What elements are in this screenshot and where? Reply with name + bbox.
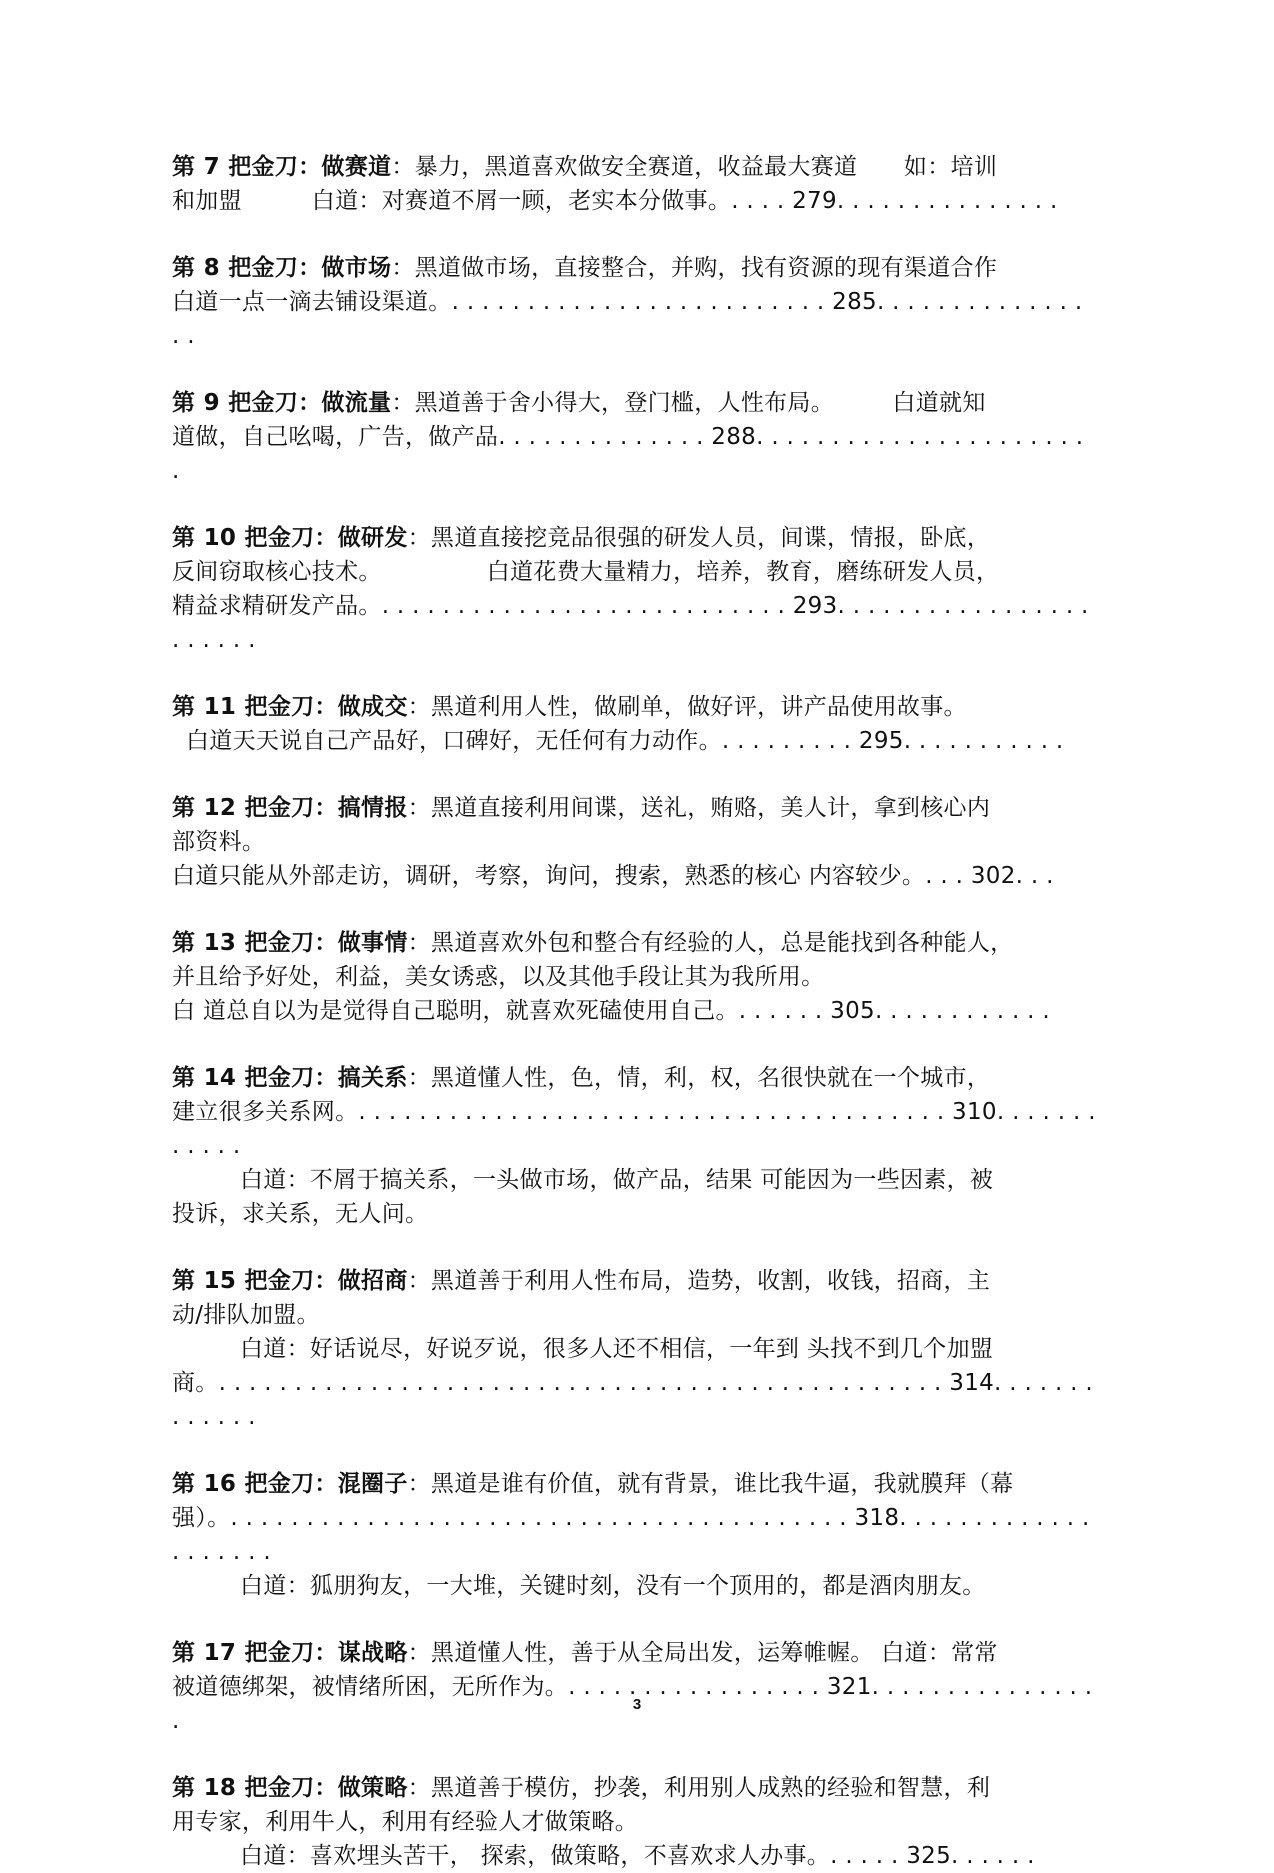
- entry-text: ：黑道善于模仿，抄袭，利用别人成熟的经验和智慧，利: [407, 1775, 991, 1801]
- entry-text: ：黑道直接挖竞品很强的研发人员，间谍，情报，卧底，: [407, 525, 991, 551]
- entry-text: 商。. . . . . . . . . . . . . . . . . . . . . . . . . . . . . . . . . . . . . . . . . . . . . . . . 314. . . . . . . . . . . . .: [172, 1370, 1094, 1430]
- toc-entry-18: [172, 1771, 1096, 1873]
- entry-label: 第 15 把金刀：做招商: [172, 1268, 408, 1294]
- entry-text: 白 道总自以为是觉得自己聪明，就喜欢死磕使用自己。. . . . . . 305. . . . . . . . . . . .: [172, 998, 1050, 1024]
- entry-label: 第 11 把金刀：做成交: [172, 694, 408, 720]
- toc-entry-9: [172, 386, 1096, 488]
- entry-label: 第 10 把金刀：做研发: [172, 525, 408, 551]
- entry-text: ：黑道懂人性，善于从全局出发，运筹帷幄。 白道：常常: [407, 1640, 998, 1666]
- entry-text: 白道一点一滴去铺设渠道。. . . . . . . . . . . . . . . . . . . . . . . . . 285. . . . . . . . . . . . . . . .: [172, 289, 1083, 349]
- entry-text: 被道德绑架，被情绪所困，无所作为。. . . . . . . . . . . . . . . . . 321. . . . . . . . . . . . . . . .: [172, 1674, 1093, 1734]
- entry-label: 第 13 把金刀：做事情: [172, 930, 408, 956]
- entry-text: 白道：狐朋狗友，一大堆，关键时刻，没有一个顶用的，都是酒肉朋友。: [240, 1573, 986, 1599]
- entry-text: 白道天天说自己产品好，口碑好，无任何有力动作。. . . . . . . . . 295. . . . . . . . . . .: [186, 728, 1064, 754]
- toc-entry-7: [172, 150, 1096, 218]
- entry-label: 第 7 把金刀：做赛道: [172, 154, 392, 180]
- entry-label: 第 8 把金刀：做市场: [172, 255, 392, 281]
- entry-text: ：黑道善于利用人性布局，造势，收割，收钱，招商，主: [407, 1268, 991, 1294]
- entry-text: ：暴力，黑道喜欢做安全赛道，收益最大赛道 如：培训: [391, 154, 998, 180]
- toc-entry-10: [172, 521, 1096, 657]
- entry-text: 道做，自己吆喝，广告，做产品. . . . . . . . . . . . . . 288. . . . . . . . . . . . . . . . . . . . . . .: [172, 424, 1084, 484]
- entry-text: ：黑道利用人性，做刷单，做好评，讲产品使用故事。: [407, 694, 967, 720]
- entry-text: 强）。. . . . . . . . . . . . . . . . . . . . . . . . . . . . . . . . . . . . . . . . . 318. . . . . . . . . . . . . . . . . . . .: [172, 1505, 1090, 1565]
- entry-text: 白道：好话说尽，好说歹说，很多人还不相信，一年到 头找不到几个加盟: [240, 1336, 994, 1362]
- toc-entry-8: [172, 251, 1096, 353]
- entry-text: ：黑道做市场，直接整合，并购，找有资源的现有渠道合作: [391, 255, 998, 281]
- entry-text: 用专家，利用牛人，利用有经验人才做策略。: [172, 1809, 638, 1835]
- entry-text: 精益求精研发产品。. . . . . . . . . . . . . . . . . . . . . . . . . . . 293. . . . . . . . . . . . . . . . . . . . . . .: [172, 593, 1089, 653]
- table-of-contents: [172, 150, 1096, 1873]
- entry-text: 动/排队加盟。: [172, 1302, 320, 1328]
- entry-text: ：黑道直接利用间谍，送礼，贿赂，美人计，拿到核心内: [407, 795, 991, 821]
- entry-text: 投诉，求关系，无人问。: [172, 1201, 429, 1227]
- entry-text: ：黑道是谁有价值，就有背景，谁比我牛逼，我就膜拜（幕: [407, 1471, 1014, 1497]
- page-number: 3: [632, 1696, 642, 1713]
- entry-label: 第 12 把金刀：搞情报: [172, 795, 408, 821]
- toc-entry-14: [172, 1061, 1096, 1231]
- entry-text: 白道只能从外部走访，调研，考察，询问，搜索，熟悉的核心 内容较少。. . . 302. . .: [172, 863, 1054, 889]
- entry-text: ：黑道喜欢外包和整合有经验的人，总是能找到各种能人，: [407, 930, 1014, 956]
- entry-label: 第 18 把金刀：做策略: [172, 1775, 408, 1801]
- entry-text: 和加盟 白道：对赛道不屑一顾，老实本分做事。. . . . 279. . . . . . . . . . . . . . .: [172, 188, 1058, 214]
- entry-text: 白道：不屑于搞关系，一头做市场，做产品，结果 可能因为一些因素，被: [240, 1167, 994, 1193]
- entry-text: ：黑道懂人性，色，情，利，权，名很快就在一个城市，: [407, 1065, 991, 1091]
- toc-entry-13: [172, 926, 1096, 1028]
- entry-text: 反间窃取核心技术。 白道花费大量精力，培养，教育，磨练研发人员，: [172, 559, 1000, 585]
- toc-entry-16: [172, 1467, 1096, 1603]
- entry-label: 第 9 把金刀：做流量: [172, 390, 392, 416]
- toc-entry-15: [172, 1264, 1096, 1434]
- toc-entry-11: [172, 690, 1096, 758]
- toc-entry-17: [172, 1636, 1096, 1738]
- entry-text: 白道：喜欢埋头苦干， 探索，做策略，不喜欢求人办事。. . . . . 325. . . . . .: [240, 1843, 1035, 1869]
- entry-label: 第 14 把金刀：搞关系: [172, 1065, 408, 1091]
- entry-text: 并且给予好处，利益，美女诱惑，以及其他手段让其为我所用。: [172, 964, 825, 990]
- entry-label: 第 16 把金刀：混圈子: [172, 1471, 408, 1497]
- entry-text: 建立很多关系网。. . . . . . . . . . . . . . . . . . . . . . . . . . . . . . . . . . . . . . . 310. . . . . . . . . . . .: [172, 1099, 1096, 1159]
- entry-text: ：黑道善于舍小得大，登门槛，人性布局。 白道就知: [391, 390, 986, 416]
- entry-label: 第 17 把金刀：谋战略: [172, 1640, 408, 1666]
- entry-text: 部资料。: [172, 829, 266, 855]
- toc-entry-12: [172, 791, 1096, 893]
